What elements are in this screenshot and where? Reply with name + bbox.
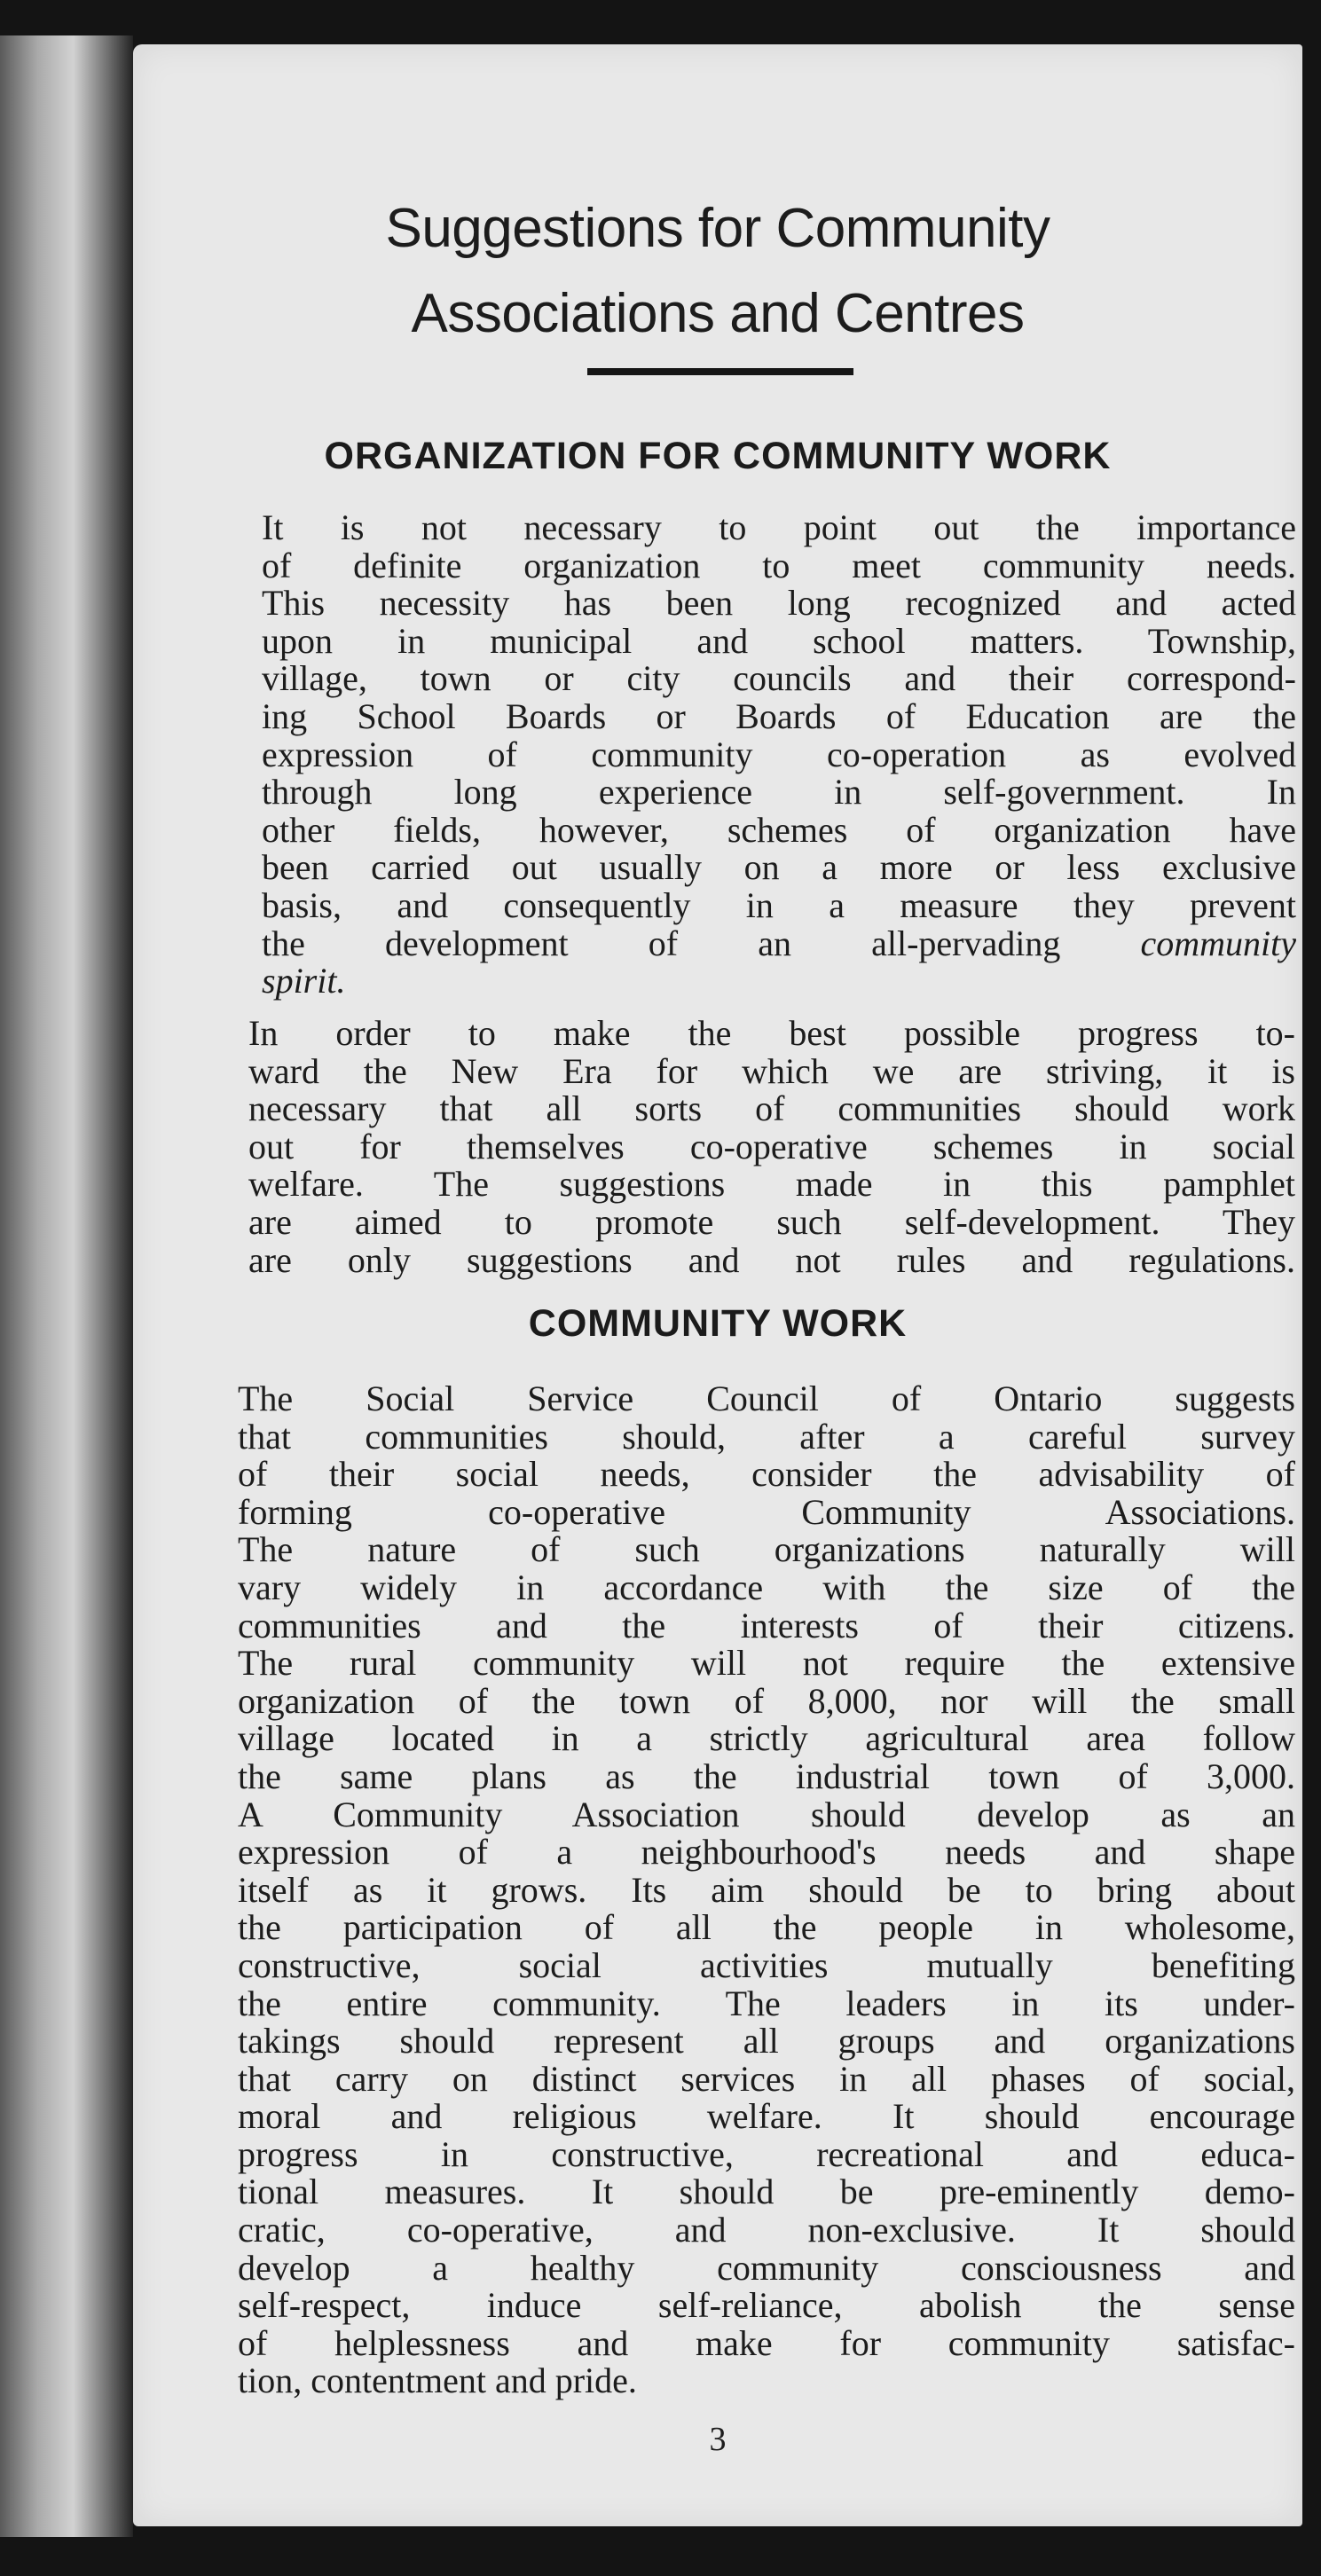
adjacent-page-edge — [0, 35, 133, 2537]
section-heading-community-work: COMMUNITY WORK — [528, 1302, 908, 1345]
text-line: The Social Service Council of Ontario suggests — [238, 1378, 1295, 1418]
text-line: tion, contentment and pride. — [238, 2360, 637, 2401]
text-line: been carried out usually on a more or less exclusive — [262, 847, 1296, 888]
text-line: of their social needs, consider the advisability of — [238, 1454, 1295, 1495]
section-heading-organization: ORGANIZATION FOR COMMUNITY WORK — [324, 435, 1112, 477]
text-line: takings should represent all groups and organizations — [238, 2021, 1295, 2062]
text-line: expression of community co-operation as evolved — [262, 734, 1296, 774]
text-line: of helplessness and make for community satisfac- — [238, 2322, 1295, 2363]
text-line: upon in municipal and school matters. Township, — [262, 620, 1296, 661]
text-fragment: the development of an all-pervading — [262, 923, 1061, 963]
text-line: through long experience in self-government. In — [262, 772, 1296, 813]
text-line: ward the New Era for which we are striving, it is — [248, 1050, 1295, 1091]
text-line: village, town or city councils and their correspond- — [262, 658, 1296, 699]
text-line: out for themselves co-operative schemes in social — [248, 1126, 1295, 1166]
text-line: are only suggestions and not rules and regulations. — [248, 1239, 1295, 1280]
text-line: forming co-operative Community Associations. — [238, 1491, 1295, 1532]
title-line: Suggestions for Community — [385, 198, 1050, 259]
document-page — [133, 44, 1302, 2526]
text-line: communities and the interests of their citizens. — [238, 1605, 1295, 1645]
text-line: are aimed to promote such self-development. They — [248, 1201, 1295, 1242]
text-line: of definite organization to meet community needs. — [262, 545, 1296, 585]
text-line: basis, and consequently in a measure they prevent — [262, 884, 1296, 925]
text-line: The rural community will not require the extensive — [238, 1643, 1295, 1684]
paragraph-organization-1 — [262, 509, 1296, 1001]
paragraph-community-work — [238, 1380, 1295, 2400]
title-rule — [587, 368, 853, 375]
text-line: itself as it grows. Its aim should be to bring about — [238, 1869, 1295, 1910]
text-line-with-emphasis — [262, 925, 1296, 963]
text-line: the entire community. The leaders in its under- — [238, 1983, 1295, 2023]
text-line: constructive, social activities mutually benefiting — [238, 1944, 1295, 1985]
text-line: necessary that all sorts of communities should work — [248, 1088, 1295, 1129]
title-line: Associations and Centres — [411, 283, 1025, 344]
text-line: self-respect, induce self-reliance, abolish the sense — [238, 2285, 1295, 2326]
text-line: This necessity has been long recognized and acted — [262, 583, 1296, 624]
text-line: the participation of all the people in wholesome, — [238, 1907, 1295, 1948]
text-line: It is not necessary to point out the importance — [262, 507, 1296, 547]
text-line: A Community Association should develop as an — [238, 1794, 1295, 1834]
text-line: the same plans as the industrial town of 3,000. — [238, 1755, 1295, 1796]
text-line: progress in constructive, recreational and educa- — [238, 2133, 1295, 2174]
text-line: that carry on distinct services in all phases of social, — [238, 2058, 1295, 2099]
text-line: village located in a strictly agricultural area follow — [238, 1718, 1295, 1759]
text-line: cratic, co-operative, and non-exclusive. It should — [238, 2210, 1295, 2250]
page-number: 3 — [709, 2421, 727, 2458]
text-line: welfare. The suggestions made in this pamphlet — [248, 1164, 1295, 1205]
emphasized-word: community — [1140, 923, 1296, 963]
text-line: expression of a neighbourhood's needs and shape — [238, 1832, 1295, 1873]
text-line: moral and religious welfare. It should encourage — [238, 2096, 1295, 2137]
text-line: The nature of such organizations naturally will — [238, 1529, 1295, 1570]
text-line: tional measures. It should be pre-eminently demo- — [238, 2172, 1295, 2212]
text-line: other fields, however, schemes of organization have — [262, 809, 1296, 850]
paragraph-organization-2 — [248, 1015, 1295, 1279]
emphasized-word: spirit. — [262, 961, 346, 1001]
text-line: ing School Boards or Boards of Education are the — [262, 695, 1296, 736]
text-line: that communities should, after a careful survey — [238, 1416, 1295, 1457]
document-title — [133, 186, 1302, 357]
text-line: organization of the town of 8,000, nor will the small — [238, 1680, 1295, 1721]
text-line: In order to make the best possible progress to- — [248, 1013, 1295, 1053]
text-line: vary widely in accordance with the size of the — [238, 1567, 1295, 1607]
text-line: develop a healthy community consciousness and — [238, 2247, 1295, 2288]
